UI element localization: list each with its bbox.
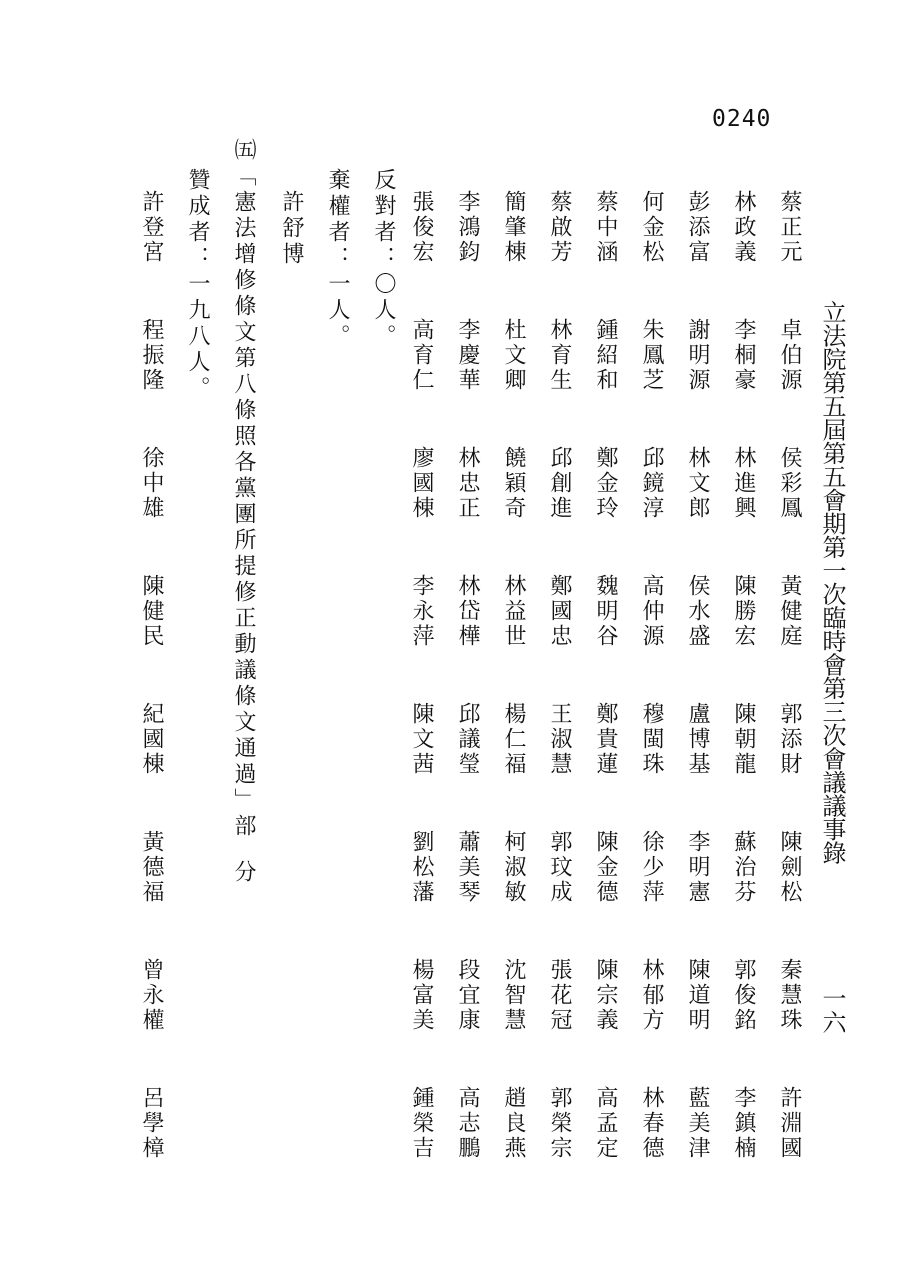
favor-voter-name: 紀國棟	[139, 702, 164, 777]
favor-voter-name: 曾永權	[139, 958, 164, 1033]
voter-name: 秦慧珠	[777, 958, 802, 1033]
favor-voter-name: 黃德福	[139, 830, 164, 905]
voter-name: 李鎮楠	[731, 1086, 756, 1161]
voter-name: 陳朝龍	[731, 702, 756, 777]
voter-name: 饒穎奇	[501, 446, 526, 521]
favor-voter-name: 徐中雄	[139, 446, 164, 521]
voter-name: 林岱樺	[455, 574, 480, 649]
voter-name: 沈智慧	[501, 958, 526, 1033]
voter-name: 林文郎	[685, 446, 710, 521]
voter-name: 郭添財	[777, 702, 802, 777]
voter-name: 蔡啟芳	[547, 190, 572, 265]
voter-name: 陳文茜	[409, 702, 434, 777]
voter-name: 彭添富	[685, 190, 710, 265]
voter-name: 蔡中涵	[593, 190, 618, 265]
voter-name: 徐少萍	[639, 830, 664, 905]
voter-name: 邱創進	[547, 446, 572, 521]
voter-name: 盧博基	[685, 702, 710, 777]
running-header-title: 立法院第五屆第五會期第一次臨時會第三次會議議事錄	[818, 300, 846, 864]
voter-name: 林春德	[639, 1086, 664, 1161]
voter-name: 趙良燕	[501, 1086, 526, 1161]
voter-name: 張花冠	[547, 958, 572, 1033]
voter-name: 陳道明	[685, 958, 710, 1033]
voter-name: 高志鵬	[455, 1086, 480, 1161]
voter-name: 蕭美琴	[455, 830, 480, 905]
favor-voter-name: 陳健民	[139, 574, 164, 649]
voter-name: 李慶華	[455, 318, 480, 393]
voter-name: 陳劍松	[777, 830, 802, 905]
favor-voter-name: 許登宮	[139, 190, 164, 265]
voter-name: 林益世	[501, 574, 526, 649]
voter-name: 郭俊銘	[731, 958, 756, 1033]
voter-name: 許淵國	[777, 1086, 802, 1161]
favor-voter-name: 呂學樟	[139, 1086, 164, 1161]
voter-name: 邱鏡淳	[639, 446, 664, 521]
voter-name: 朱鳳芝	[639, 318, 664, 393]
voter-name: 蔡正元	[777, 190, 802, 265]
voter-name: 李桐豪	[731, 318, 756, 393]
voter-name: 鄭金玲	[593, 446, 618, 521]
voter-name: 蘇治芬	[731, 830, 756, 905]
voter-name: 杜文卿	[501, 318, 526, 393]
voter-name: 王淑慧	[547, 702, 572, 777]
item-five-heading-cont: 分	[231, 860, 256, 886]
voter-name: 林政義	[731, 190, 756, 265]
voter-name: 楊仁福	[501, 702, 526, 777]
voter-name: 高仲源	[639, 574, 664, 649]
voter-name: 廖國棟	[409, 446, 434, 521]
voter-name: 鄭國忠	[547, 574, 572, 649]
running-header-folio: 一六	[818, 986, 846, 1034]
voter-name: 侯水盛	[685, 574, 710, 649]
voter-name: 鍾紹和	[593, 318, 618, 393]
voter-name: 陳宗義	[593, 958, 618, 1033]
voter-name: 簡肇棟	[501, 190, 526, 265]
voter-name: 林郁方	[639, 958, 664, 1033]
favor-count: 贊成者：一九八人。	[185, 168, 210, 402]
voter-name: 高育仁	[409, 318, 434, 393]
voter-name: 謝明源	[685, 318, 710, 393]
voter-name: 穆閩珠	[639, 702, 664, 777]
voter-name: 鄭貴蓮	[593, 702, 618, 777]
voter-name: 魏明谷	[593, 574, 618, 649]
voter-name: 陳勝宏	[731, 574, 756, 649]
voter-name: 鍾榮吉	[409, 1086, 434, 1161]
voter-name: 段宜康	[455, 958, 480, 1033]
page-number: 0240	[712, 106, 772, 132]
voter-name: 張俊宏	[409, 190, 434, 265]
abstain-count: 棄權者：一人。	[325, 168, 350, 350]
favor-voter-name: 程振隆	[139, 318, 164, 393]
voter-name: 李永萍	[409, 574, 434, 649]
voter-name: 劉松藩	[409, 830, 434, 905]
voter-name: 高孟定	[593, 1086, 618, 1161]
against-count: 反對者：〇人。	[371, 168, 396, 350]
voter-name: 邱議瑩	[455, 702, 480, 777]
voter-name: 何金松	[639, 190, 664, 265]
abstain-voter-name: 許舒博	[279, 190, 304, 268]
voter-name: 李明憲	[685, 830, 710, 905]
voter-name: 郭榮宗	[547, 1086, 572, 1161]
voter-name: 林忠正	[455, 446, 480, 521]
voter-name: 柯淑敏	[501, 830, 526, 905]
voter-name: 卓伯源	[777, 318, 802, 393]
voter-name: 侯彩鳳	[777, 446, 802, 521]
voter-name: 李鴻鈞	[455, 190, 480, 265]
voter-name: 郭玟成	[547, 830, 572, 905]
voter-name: 林育生	[547, 318, 572, 393]
voter-name: 陳金德	[593, 830, 618, 905]
item-five-heading: ㈤「憲法增修條文第八條照各黨團所提修正動議條文通過」部	[231, 138, 256, 840]
voter-name: 林進興	[731, 446, 756, 521]
voter-name: 藍美津	[685, 1086, 710, 1161]
voter-name: 黃健庭	[777, 574, 802, 649]
voter-name: 楊富美	[409, 958, 434, 1033]
